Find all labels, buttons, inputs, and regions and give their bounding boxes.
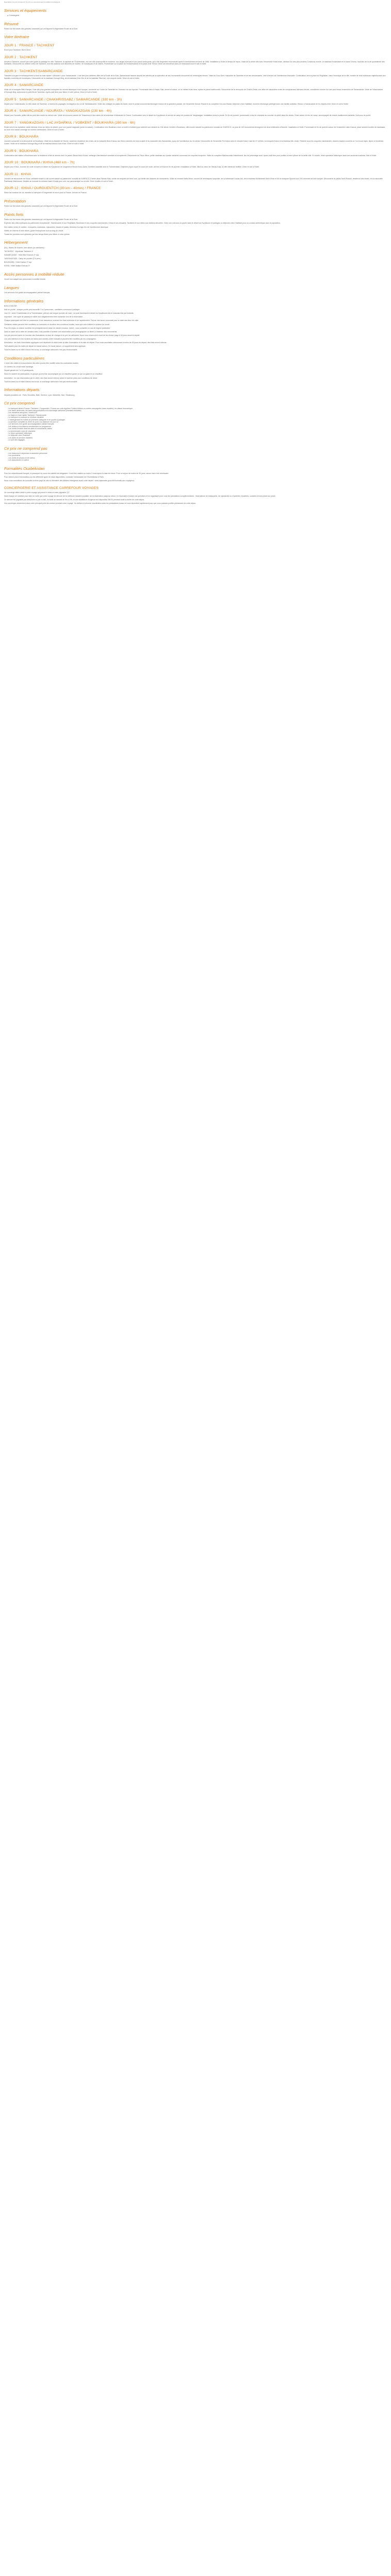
formalities-title: Formalités Ouzbékistan (4, 466, 45, 471)
price-excludes-list (4, 452, 387, 462)
day-6 (4, 109, 387, 117)
formalities-text: Pour les ressortissants français, le passeport en cours de validité est obligatoire. Il doit être valable au moins 3 mois après la date de retour. Pour un séjour de moins de 30 jours, aucun visa n'est nécessaire. (4, 472, 169, 475)
concierge-text: Vos concierges deviennent alors votre principal point de contact pendant votre voyage ; ils veillent à la bonne coordination avec les prestataires locaux et vous répondent rapidement pour que vous puissiez profiter pleinement de votre séjour. (4, 502, 197, 505)
bullet-icon (7, 15, 8, 16)
general-info-text: Tarif valable pour les dates de départ en basse saison. En haute saison, un supplément sera appliqué. (4, 345, 86, 348)
general-info-title: Informations générales (4, 298, 44, 303)
day-9 (4, 149, 387, 157)
resume-title: Résumé (4, 21, 19, 26)
day-text: Route vers le lac Aydarkul, vaste étendue d'eau au milieu du désert, pour une pause baignade (selon la saison). Continuation vers Boukhara, avec un arrêt à Vobkent pour admirer son minaret du XIIe siècle. Arrivée à Boukhara, ville-musée classée au patrimoine mondial de l'UNESCO, où plus de 140 monuments témoignent de deux millénaires d'histoire. Installation à l'hôtel. Promenade en fin de journée autour de l'ensemble Liabi-Khaouz, place animée bordée de madrasas, au bord d'un bassin ombragé de mûriers centenaires. Dîner et nuit à l'hôtel. (4, 126, 386, 131)
day-title: JOUR 7 : YANGIKAZGAN / LAC AYDARKUL / VOBKENT / BOUKHARA (280 km - 6h) (4, 121, 136, 125)
list-item: - Le transport en autocar ou minibus climatisé (7, 416, 387, 418)
conditions-text: Selon le nombre de participants, le groupe pourra être accompagné par un chauffeur-guide ou par un guide et un chauffeur. (4, 373, 103, 376)
day-title: JOUR 12 : KHIVA / OURGUENTCH (30 km - 40min) / FRANCE (4, 187, 101, 191)
day-text: Transfert à la gare et embarquement à bord du train rapide « Afrosiab » pour Samarcande. L'une des plus célèbres villes de la Route de la Soie, Samarcande fascine depuis des siècles par la splendeur de ses monuments recouverts de céramiques bleues. Visite du Gour Emir, mausolée de Tamerlan et de ses descendants, chef-d'œuvre de l'architecture timouride. Continuation vers la place du Reghistan, cœur historique de la ville, bordée de trois madrasas majestueuses aux façades couvertes de mosaïques. Découverte de la madrasa Oulough Beg, de la madrasa Cher-Dor et de la madrasa Tilla-Kari, à la coupole dorée. Dîner et nuit à l'hôtel. (4, 75, 386, 79)
day-text: Arrivée à Tachkent, accueil par votre guide et passage en ville. Tachkent, la capitale de l'Ouzbékistan, est une ville cosmopolite et moderne, aux larges avenues et aux parcs verdoyants, qui a été largement reconstruite après le tremblement de terre de 1966. Installation à l'hôtel et temps de repos. Visite de la vieille ville avec l'ensemble Khast Imam, abritant l'un des plus anciens Corans au monde, la madrasa Koukeldach et le bazar Chorsu, haut lieu de la vie quotidienne des habitants. Découverte du célèbre métro de Tachkent, dont les stations sont décorées de marbre, de mosaïques et de lustres. Promenade sur la place de l'Indépendance et la place Amir Timour. Dîner de bienvenue dans un restaurant local et nuit à l'hôtel. (4, 60, 385, 65)
general-info-text: Dans la cadre de la visite de certains sites, il est possible d'acheter une autorisation pour photographier ou filmer à l'intérieur des monuments. (4, 330, 118, 333)
list-item: - L'hébergement en hôtels de première catégorie et en yourte à partager (7, 419, 387, 421)
day-title: JOUR 5 : SAMARCANDE / CHAKHRISSABZ / SAMARCANDE (180 km - 3h) (4, 97, 122, 101)
accommodation-title: Hébergement (4, 240, 28, 245)
list-item: - Les droits d'entrée dans les sites et monuments visités (7, 428, 387, 430)
concierge-text: Un concierge attitré dédié à votre voyage qui prend le relais et reste joignable 7j/7. (4, 491, 70, 494)
day-text: Journée consacrée à la découverte de Boukhara. Visite de la citadelle de l'Arche, ancienne résidence des émirs, de la mosquée Bolo-Khaouz aux fines colonnes de bois sculpté et du mausolée des Samanides, joyau de l'architecture du Xe siècle. Découverte de l'ensemble Poï-Kalon avec le minaret Kalon, haut de 47 mètres, la mosquée Kalon et la madrasa Mir-i-Arab. Flânerie sous les coupoles marchandes, anciens bazars couverts où l'on trouve tapis, bijoux et broderies suzani. Visite de la madrasa Oulough Beg et de la madrasa Abdoul Aziz Khan. Dîner et nuit à l'hôtel. (4, 140, 384, 145)
conditions-text: Tous les taxes sur le billet d'avion est inclus, la surcharge carburant n'est pas remboursable. (4, 380, 78, 383)
list-item: - Les services d'un guide accompagnateur parlant français (7, 423, 387, 425)
list-item: - Le trajet en train rapide Tachkent / Samarcande (7, 414, 387, 416)
day-3 (4, 70, 387, 79)
price-includes-title: Ce prix comprend (4, 401, 35, 406)
list-item: - Les pourboires (7, 454, 387, 456)
general-info-text: Certaines visites peuvent être modifiées ou inversées en fonction des conditions locales, sans que cela n'altère le contenu du circuit. (4, 323, 110, 326)
service-label: Conciergerie (9, 14, 20, 17)
day-title: JOUR 3 : TACHKENT/SAMARCANDE (4, 69, 63, 73)
day-title: JOUR 6 : SAMARCANDE / NOURATA / YANGIKAZGAN (230 km - 4h) (4, 109, 112, 113)
day-1 (4, 44, 387, 52)
highlights-text: Hôtels de charme et bien situés, guide francophone tout au long du circuit. (4, 229, 64, 232)
highlights-text: Explorez des cités mythiques au patrimoine exceptionnel : Samarcande et son Reghistan, Boukhara et ses coupoles marchandes, Khiva et ses remparts, Tachkent et son métro aux stations décorées. Vivez une nuit sous la yourte dans le désert du Kyzylkoum et partagez un déjeuner chez l'habitant pour un contact authentique avec la population. (4, 222, 281, 225)
list-item: - Le dîner-spectacle folklorique (7, 432, 387, 434)
day-5 (4, 98, 387, 106)
accommodation-text: SAMARCANDE : Hôtel Bibi Khanum 3* sup (4, 253, 39, 256)
list-item: - Les visites et excursions mentionnées au programme (7, 426, 387, 428)
resume-text: Partez sur les traces des grandes caravanes qui ont façonné la légendaire Route de la Soie. (4, 27, 78, 30)
day-title: JOUR 1 : FRANCE / TACHKENT (4, 43, 55, 47)
accommodation-text: (NL), Hôtels de charme, bien situés (ou similaires) : (4, 246, 45, 249)
day-title: JOUR 9 : BOUKHARA (4, 149, 39, 153)
day-7 (4, 121, 387, 131)
accessibility-text: Circuit non adapté aux personnes à mobilité réduite. (4, 278, 46, 281)
conditions-text: Annulation : en cas d'annulation par le client, des frais seront retenus selon le barème prévu aux conditions de vente. (4, 377, 98, 379)
departures-title: Informations départs (4, 387, 40, 393)
accommodation-text: YANGIKAZGAN : Camp de yourtes (2-4 pers.) (4, 258, 41, 260)
list-item: - Le port des bagages (7, 439, 387, 441)
general-info-text: Nuit en yourte : chaque yourte peut accueillir 2 à 4 personnes ; sanitaires communs à partager. (4, 309, 80, 311)
service-item (7, 14, 387, 16)
formalities-text: Pour obtenir plus d'informations sur les différents types de visas disponibles, contacter l'ambassade de l'Ouzbékistan à Paris. (4, 476, 104, 479)
general-info-text: Important : une copie de passeport valide doit obligatoirement être transmise lors de la réservation. (4, 316, 84, 318)
formalities-text: Nous vous conseillons de consulter la fiche pays du site du Ministère des Affaires étrangères avant votre départ : www.diplomatie.gouv.fr/fr/conseils-aux-voyageurs (4, 480, 135, 482)
presentation-text: Partez sur les traces des grandes caravanes qui ont façonné la légendaire Route de la Soie. (4, 205, 78, 208)
day-10 (4, 161, 387, 168)
highlights-text: Partez sur les traces des grandes caravanes qui ont façonné la légendaire Route de la Soie. (4, 218, 78, 221)
list-item: - Le déjeuner chez l'habitant (7, 434, 387, 436)
top-nav-note: Description Ce prix comprend | Ce prix ne comprend pas Formalités Conciergerie (4, 1, 60, 3)
general-info-subtitle: BON À SAVOIR (4, 305, 17, 308)
highlights-title: Points forts (4, 212, 24, 217)
day-text: Départ pour Chakhrissabz, la ville natale de Tamerlan, à travers les paysages montagneux du col de Takhtakaracha. Visite des vestiges du palais Ak-Saraï, dont le portail monumental témoigne encore de la grandeur passée, de l'ensemble Dorout-Tilavat et du complexe Dor-ous-Siadat. Déjeuner chez l'habitant, moment d'échange privilégié avec une famille ouzbèke. Retour à Samarcande en fin d'après-midi. Dîner et nuit à l'hôtel. (4, 103, 349, 105)
day-4 (4, 83, 387, 93)
highlights-text: Des visites riches et variées : mosquées, madrasas, mausolées, bazars et palais, témoins d'un âge d'or de l'architecture islamique. (4, 226, 109, 228)
departures-text: Départs possibles de : Paris, Bruxelles, Bâle, Genève, Lyon, Marseille, Nice, Strasbourg. (4, 394, 75, 396)
list-item: - Les transferts aéroports / hôtels A/R (7, 412, 387, 414)
day-title: JOUR 4 : SAMARCANDE (4, 83, 44, 88)
concierge-title: CONCIERGERIE ET ASSISTANCE CARREFOUR VOYAGES (4, 486, 99, 490)
day-2 (4, 56, 387, 65)
day-text: Selon les horaires de vol, transfert à l'aéroport d'Ourguentch et envol pour la France. Arrivée en France. (4, 192, 87, 194)
day-title: JOUR 11 : KHIVA (4, 173, 31, 176)
page (0, 0, 391, 505)
list-item: - Les taxes et services hôteliers (7, 437, 387, 439)
general-info-text: Pour les repas, la cuisine ouzbèke est principalement à base de viande (mouton, bœuf) ; nous consulter en cas de régime particulier. (4, 327, 110, 329)
languages-text: Les services d'un guide accompagnateur parlant français. (4, 292, 51, 294)
list-item: - Le transport aérien France / Tachkent / Ourguentch / France sur vols réguliers Turkish Airlines ou autres compagnies (avec escales), en classe économique (7, 408, 387, 410)
day-8 (4, 135, 387, 145)
general-info-text: Les vols intérieurs et les horaires de trains sont donnés à titre indicatif et peuvent être modifiés par les compagnies. (4, 337, 96, 340)
list-item: - Les droits de photos et de vidéos (7, 457, 387, 459)
conditions-text: L'ordre des visites et la succession des sites pourra être modifié selon les contraintes locales. (4, 362, 79, 365)
general-info-text: Chaque participant doit être en possession d'une assurance couvrant les frais médicaux et de rapatriement. Prévoir une tenue couvrante pour la visite des lieux de culte. (4, 319, 139, 322)
conditions-title: Conditions particulières (4, 355, 44, 361)
day-title: JOUR 2 : TACHKENT (4, 55, 38, 59)
general-info-text: Les prix peuvent varier en fonction des fluctuations du taux de change et du prix du carburant. Nous nous réservons le droit de les réviser jusqu'à 30 jours avant le départ. (4, 334, 140, 336)
day-text: Continuation des visites à Boukhara avec la résidence d'été du dernier émir, le palais Sitorai Mohi-Khosa, mélange d'architecture orientale et européenne. Découverte du Tchor-Minor, petite madrasa aux quatre minarets couronnés de coupoles turquoise. Visite du complexe Bakhaouddin Nakchbandi, lieu de pèlerinage soufi. Après-midi libre pour profiter à votre rythme de la vieille ville. En soirée, dîner-spectacle folklorique dans une ancienne madrasa. Nuit à l'hôtel. (4, 154, 377, 157)
day-text: Visite de la mosquée Bibi-Khanym, l'une des plus grandes mosquées du monde islamique à son époque, construite sur l'ordre de Tamerlan en l'honneur de son épouse. Promenade dans le bazar Siab, animé et coloré, où se mêlent fruits secs, épices et pains traditionnels. Découverte de la nécropole de Chakhi-Zinda, une allée de mausolées ornés de somptueuses faïences bleues, considérée comme l'un des plus beaux ensembles de Samarcande. Visite de l'observatoire d'Oulough Beg, astronome et petit-fils de Tamerlan. Après-midi libre pour flâner à votre rythme. Dîner et nuit à l'hôtel. (4, 89, 383, 93)
day-12 (4, 187, 387, 194)
accommodation-text: TACHKENT : Wyndham Tachkent 4* (4, 250, 34, 252)
concierge-text: Notre équipe se mobilise pour faire en sorte que votre voyage se déroule de la meilleure manière possible, de la réservation jusqu'au retour, en répondant à toutes vos questions et en organisant pour vous les prestations complémentaires : réservations de restaurants, de spectacles ou d'activités, transferts, conseils et bons plans sur place. (4, 495, 276, 498)
price-excludes-title: Ce prix ne comprend pas (4, 446, 47, 451)
accommodation-text: BOUKHARA : Hôtel Kavsar 3* sup (4, 261, 32, 264)
services-title: Services et équipements (4, 8, 47, 13)
day-11 (4, 173, 387, 182)
list-item: - La pension complète du dîner du jour 2 au déjeuner du jour 12 (7, 421, 387, 423)
day-text: Envol pour Tachkent. Nuit à bord. (4, 48, 31, 51)
day-title: JOUR 8 : BOUKHARA (4, 135, 39, 139)
languages-title: Langues (4, 285, 19, 290)
conditions-text: Le contenu du circuit reste inchangé. (4, 366, 34, 368)
conditions-text: Départ garanti de 2 à 16 participants. (4, 369, 34, 372)
concierge-text: Ce service est joignable par téléphone ou par e-mail, du lundi au samedi de 9h à 19h, et une assistance d'urgence est disponible 24h/24 pendant toute la durée de votre séjour. (4, 499, 145, 501)
list-item: - Les boissons et dépenses à caractère personnel (7, 452, 387, 454)
accommodation-text: KHIVA : Hôtel Malika Kheivak 3* (4, 265, 30, 267)
general-info-text: Jour 10 : entre l'Ouzbékistan et la Turkménistan, prévoir une longue journée de route ; la route traversant le désert du Kyzylkoum est en mauvais état par endroits. (4, 312, 134, 315)
price-includes-list (4, 408, 387, 442)
list-item: - Les taxes aériennes, les taxes aéroportuaires et la surcharge carburant (montant révisable) (7, 410, 387, 412)
accessibility-title: Accès personnes à mobilité réduite (4, 272, 64, 277)
day-title: JOUR 10 : BOUKHARA / KHIVA (460 km - 7h) (4, 161, 75, 165)
presentation-title: Présentation (4, 199, 26, 204)
general-info-text: Tous les taxes sur le billet d'avion est inclus, la surcharge carburant n'est pas remboursable. (4, 349, 78, 351)
highlights-text: Toutes les journées sont rythmées par des temps libres pour flâner à votre rythme. (4, 233, 70, 235)
list-item: - Les assurances en option (7, 459, 387, 461)
general-info-text: Annulation : les frais d'annulation appliqués vont dépendre du délai entre la date d'annulation et la date de départ. Pour toute annulation intervenant à moins de 30 jours du départ, des frais seront retenus. (4, 342, 167, 344)
day-text: Départ pour Khiva. Journée de route à travers le désert du Kyzylkoum en longeant le fleuve Amou-Daria, frontière naturelle avec le Turkménistan. Déjeuner pique-nique en cours de route. Arrivée à Khiva en fin de journée. Installation à l'hôtel, situé au cœur de l'Itchan-Kala, la ville intérieure fortifiée. Dîner et nuit à l'hôtel. (4, 166, 260, 168)
day-text: Départ pour Nourata, petite ville au pied des monts du même nom. Visite de la source sacrée de Tchachma et des ruines de la forteresse d'Alexandre le Grand. Continuation vers le désert du Kyzylkoum et arrivée au camp de yourtes de Yangikazgan. Installation sous la yourte. En fin de journée, promenade à dos de chameau au coucher du soleil dans les dunes. Dîner autour du feu de camp, accompagné de chants traditionnels kazakhs. Nuit sous la yourte. (4, 114, 371, 117)
itinerary-title: Votre itinéraire (4, 35, 29, 40)
list-item: - La promenade à dos de chameau (7, 430, 387, 432)
day-text: Journée de découverte de Khiva, véritable musée à ciel ouvert classé au patrimoine mondial de l'UNESCO. Entrée dans l'Itchan-Kala, ceinte de remparts de terre crue, qui abrite des dizaines de monuments. Visite du minaret Kalta-Minor, couvert de céramiques turquoise, de la forteresse Kounia-Ark, de la madrasa Mohammed Amin Khan et de la mosquée Djouma aux 218 colonnes de bois sculpté. Découverte du palais Tach-Khaouli, résidence des khans, et du mausolée Pakhlavan Makhmoud. Montée au sommet du minaret Islam Khodja pour une vue panoramique sur la ville. Dîner d'adieu et nuit à l'hôtel. (4, 178, 383, 182)
